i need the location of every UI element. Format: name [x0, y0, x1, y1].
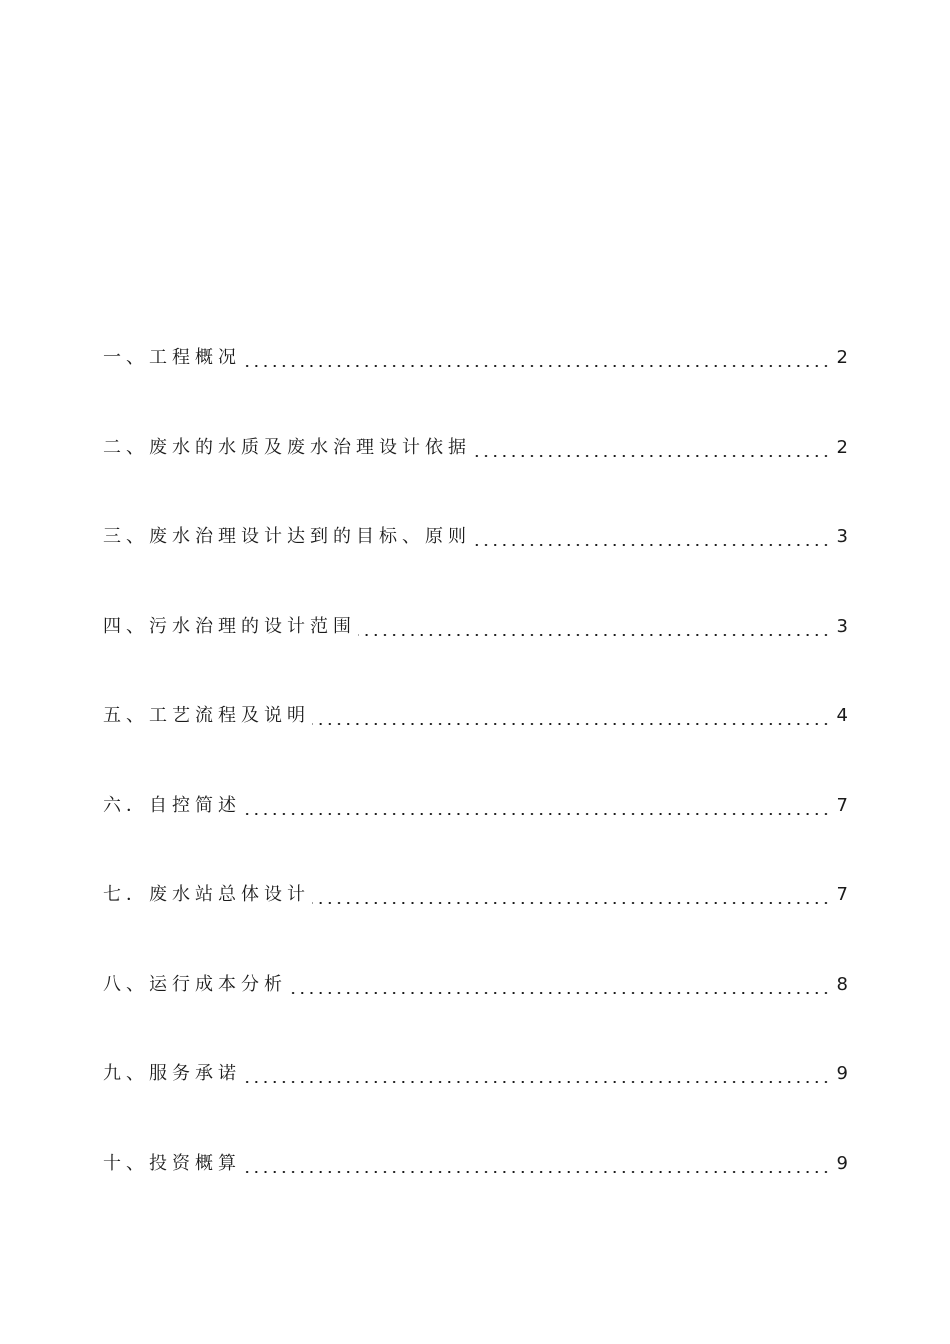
toc-page-number: 3 — [835, 607, 848, 647]
toc-entry-label: 二、废水的水质及废水治理设计依据 — [103, 428, 473, 468]
toc-entry[interactable] — [103, 696, 848, 786]
toc-dot-leader — [243, 1054, 835, 1094]
toc-entry[interactable] — [103, 1054, 848, 1144]
toc-entry[interactable] — [103, 428, 848, 518]
toc-dot-leader — [473, 517, 835, 557]
toc-page-number: 3 — [835, 517, 848, 557]
toc-entry-label: 一、工程概况 — [103, 338, 243, 378]
toc-page-number: 9 — [835, 1144, 848, 1184]
toc-entry-label: 十、投资概算 — [103, 1144, 243, 1184]
toc-entry-label: 八、运行成本分析 — [103, 965, 289, 1005]
toc-entry[interactable] — [103, 1144, 848, 1234]
toc-entry-label: 四、污水治理的设计范围 — [103, 607, 358, 647]
toc-entry[interactable] — [103, 517, 848, 607]
toc-entry-label: 六．自控简述 — [103, 786, 243, 826]
toc-entry-label: 三、废水治理设计达到的目标、原则 — [103, 517, 473, 557]
toc-dot-leader — [312, 875, 835, 915]
toc-page-number: 9 — [835, 1054, 848, 1094]
table-of-contents — [103, 338, 848, 1233]
toc-dot-leader — [358, 607, 835, 647]
toc-dot-leader — [312, 696, 835, 736]
toc-entry-label: 五、工艺流程及说明 — [103, 696, 312, 736]
toc-entry[interactable] — [103, 965, 848, 1055]
toc-dot-leader — [473, 428, 835, 468]
toc-page-number: 7 — [835, 875, 848, 915]
toc-dot-leader — [243, 786, 835, 826]
toc-entry-label: 九、服务承诺 — [103, 1054, 243, 1094]
toc-entry[interactable] — [103, 607, 848, 697]
toc-entry[interactable] — [103, 786, 848, 876]
toc-entry[interactable] — [103, 338, 848, 428]
toc-dot-leader — [243, 338, 835, 378]
toc-entry[interactable] — [103, 875, 848, 965]
toc-entry-label: 七．废水站总体设计 — [103, 875, 312, 915]
toc-page-number: 2 — [835, 428, 848, 468]
toc-page-number: 7 — [835, 786, 848, 826]
toc-page-number: 8 — [835, 965, 848, 1005]
toc-page-number: 2 — [835, 338, 848, 378]
toc-dot-leader — [289, 965, 835, 1005]
toc-dot-leader — [243, 1144, 835, 1184]
toc-page-number: 4 — [835, 696, 848, 736]
